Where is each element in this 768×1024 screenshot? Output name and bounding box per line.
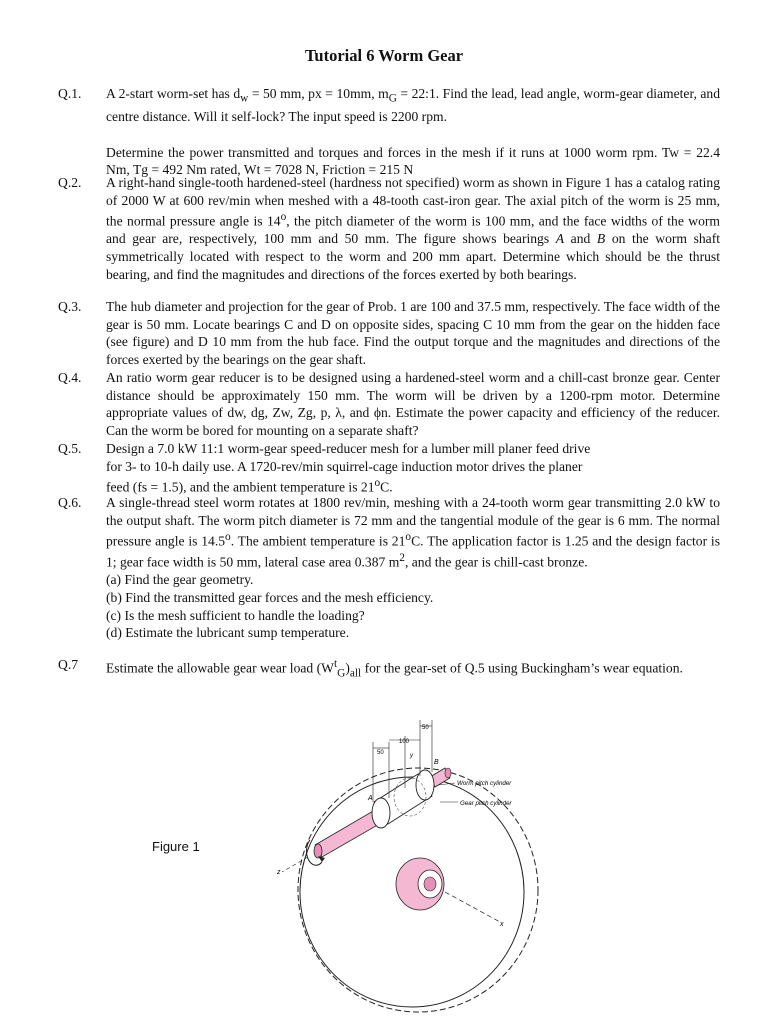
sub-question: (b) Find the transmitted gear forces and the mesh efficiency. — [106, 590, 434, 606]
dim-50-left: 50 — [377, 750, 384, 756]
question-number: Q.3. — [58, 299, 82, 314]
sub-question: (c) Is the mesh sufficient to handle the loading? — [106, 607, 365, 623]
question-text: An ratio worm gear reducer is to be designed using a hardened-steel worm and a chill-cast bronze gear. Center distance should be approximately 150 mm. The worm will be driven by a 1200-rpm motor. Determine appropriate values of dw, dg, Zw, Zg, p, λ, and ϕn. Estimate the power capacity and efficiency of the reducer. Can the worm be bored for mounting on a separate shaft? — [106, 370, 720, 438]
question-text: A single-thread steel worm rotates at 1800 rev/min, meshing with a 24-tooth worm gear transmitting 2.0 kW to the output shaft. The worm pitch diameter is 72 mm and the tangential module of the gear is 6 mm. The normal pressure angle is 14.5$^o$. The ambient temperature is 21$^o$C. The application factor is 1.25 and the design factor is 1; gear face width is 50 mm, lateral case area 0.387 $m^2$, and the gear is chill-cast bronze. — [106, 495, 720, 570]
question-text: Design a 7.0 kW 11:1 worm-gear speed-reducer mesh for a lumber mill planer feed drive for 3- to 10-h daily use. A 1720-rev/min squirrel-cage induction motor drives the planer feed (fs = 1.5), and the ambient temperature is 21$^o$C. — [106, 441, 591, 495]
question-7 — [58, 656, 720, 683]
question-number: Q.1. — [58, 86, 82, 101]
question-number: Q.2. — [58, 175, 82, 190]
question-3 — [58, 298, 720, 368]
question-text: Determine the power transmitted and torques and forces in the mesh if it runs at 1000 worm rpm. Tw = 22.4 Nm, Tg = 492 Nm rated, Wt = 7028 N, Friction = 215 N — [106, 144, 720, 178]
gear-pitch-label: Gear pitch cylinder — [460, 800, 512, 807]
question-text: A 2-start worm-set has $d_w = 50$ mm, px = 10mm, $m_G$ = 22:1. Find the lead, lead angle, worm-gear diameter, and centre distance. Will it self-lock? The input speed is 2200 rpm. — [106, 86, 720, 125]
page-title: Tutorial 6 Worm Gear — [304, 46, 464, 65]
sub-question: (d) Estimate the lubricant sump temperature. — [106, 625, 350, 641]
question-6 — [58, 494, 720, 642]
question-number: Q.6. — [58, 495, 82, 510]
question-number: Q.5. — [58, 441, 82, 456]
axis-x-label: x — [500, 921, 504, 928]
bearing-a-label: A — [368, 795, 373, 802]
question-5 — [58, 440, 720, 496]
sub-question: (a) Find the gear geometry. — [106, 572, 254, 588]
worm-gear-figure — [270, 712, 550, 1017]
bearing-b-label: B — [434, 759, 439, 766]
question-number: Q.7 — [58, 657, 79, 672]
dim-50-top: 50 — [422, 725, 429, 731]
question-1 — [58, 85, 720, 179]
question-2 — [58, 174, 720, 283]
axis-z-label: z — [277, 869, 281, 876]
axis-y-label: y — [410, 753, 413, 759]
worm-pitch-label: Worm pitch cylinder — [457, 780, 512, 787]
gear-hub — [396, 858, 444, 910]
figure-caption: Figure 1 — [152, 839, 200, 854]
question-number: Q.4. — [58, 370, 82, 385]
dim-100: 100 — [399, 739, 410, 745]
question-text: A right-hand single-tooth hardened-steel (hardness not specified) worm as shown in Figure 1 has a catalog rating of 2000 W at 600 rev/min when meshed with a 48-tooth cast-iron gear. The axial pitch of the worm is 25 mm, the normal pressure angle is 14$^o$, the pitch diameter of the worm is 100 mm, and the face widths of the worm and gear are, respectively, 100 mm and 50 mm. The figure shows bearings A and B on the worm shaft symmetrically located with respect to the worm and 200 mm apart. Determine which should be the thrust bearing, and find the magnitudes and directions of the forces exerted by both bearings. — [106, 175, 720, 282]
question-text: The hub diameter and projection for the gear of Prob. 1 are 100 and 37.5 mm, respectively. The face width of the gear is 50 mm. Locate bearings C and D on opposite sides, spacing C 10 mm from the gear on the hidden face (see figure) and D 10 mm from the hub face. Find the output torque and the magnitudes and directions of the forces exerted by the bearings on the gear shaft. — [106, 299, 720, 367]
question-4 — [58, 369, 720, 439]
question-text: Estimate the allowable gear wear load $(W^t_G)_{all}$ for the gear-set of Q.5 using Buckingham’s wear equation. — [106, 658, 683, 680]
